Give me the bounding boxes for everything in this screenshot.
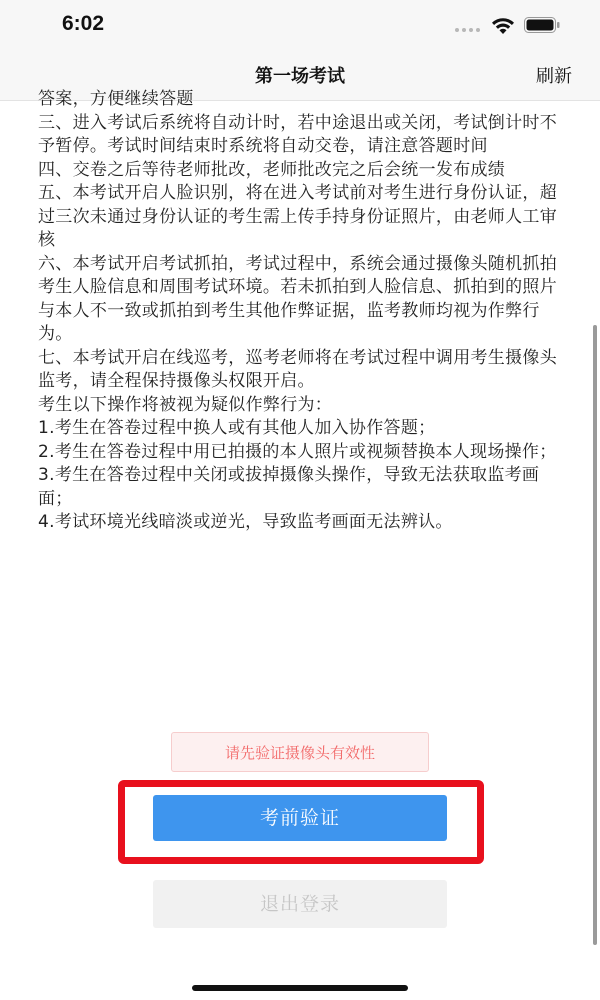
rule-paragraph: 五、本考试开启人脸识别，将在进入考试前对考生进行身份认证，超过三次未通过身份认证的考生需上传手持身份证照片，由老师人工审核 <box>38 183 557 250</box>
exam-rules-scroll-area[interactable] <box>0 89 600 741</box>
scrollbar[interactable] <box>593 325 597 945</box>
wifi-icon <box>490 16 516 36</box>
rule-paragraph: 七、本考试开启在线巡考，巡考老师将在考试过程中调用考生摄像头监考，请全程保持摄像头权限开启。 <box>38 347 557 391</box>
rule-paragraph: 1.考生在答卷过程中换人或有其他人加入协作答题； <box>38 418 436 438</box>
status-bar <box>0 0 600 50</box>
camera-warning-message: 请先验证摄像头有效性 <box>171 732 429 772</box>
status-time: 6:02 <box>62 12 105 35</box>
exam-rules <box>38 88 558 535</box>
rule-paragraph: 4.考试环境光线暗淡或逆光，导致监考画面无法辨认。 <box>38 512 453 532</box>
cellular-signal-icon <box>455 28 480 32</box>
rule-paragraph: 2.考生在答卷过程中用已拍摄的本人照片或视频替换本人现场操作； <box>38 441 557 462</box>
rule-paragraph: 3.考生在答卷过程中关闭或拔掉摄像头操作，导致无法获取监考画面； <box>38 465 540 509</box>
rule-paragraph: 考生以下操作将被视为疑似作弊行为： <box>38 394 333 415</box>
refresh-button[interactable]: 刷新 <box>536 66 572 87</box>
rule-paragraph: 四、交卷之后等待老师批改，老师批改完之后会统一发布成绩 <box>38 159 506 180</box>
page-title: 第一场考试 <box>255 66 345 87</box>
rule-paragraph: 答案，方便继续答题 <box>38 89 194 109</box>
battery-icon <box>524 17 560 33</box>
logout-button[interactable]: 退出登录 <box>153 880 447 928</box>
home-indicator <box>192 985 408 991</box>
rule-paragraph: 六、本考试开启考试抓拍，考试过程中，系统会通过摄像头随机抓拍考生人脸信息和周围考试环境。若未抓拍到人脸信息、抓拍到的照片与本人不一致或抓拍到考生其他作弊证据，监考教师均视为作弊行为。 <box>38 253 557 344</box>
pre-exam-verify-button[interactable]: 考前验证 <box>153 795 447 841</box>
rule-paragraph: 三、进入考试后系统将自动计时，若中途退出或关闭，考试倒计时不予暂停。考试时间结束时系统将自动交卷，请注意答题时间 <box>38 112 557 156</box>
